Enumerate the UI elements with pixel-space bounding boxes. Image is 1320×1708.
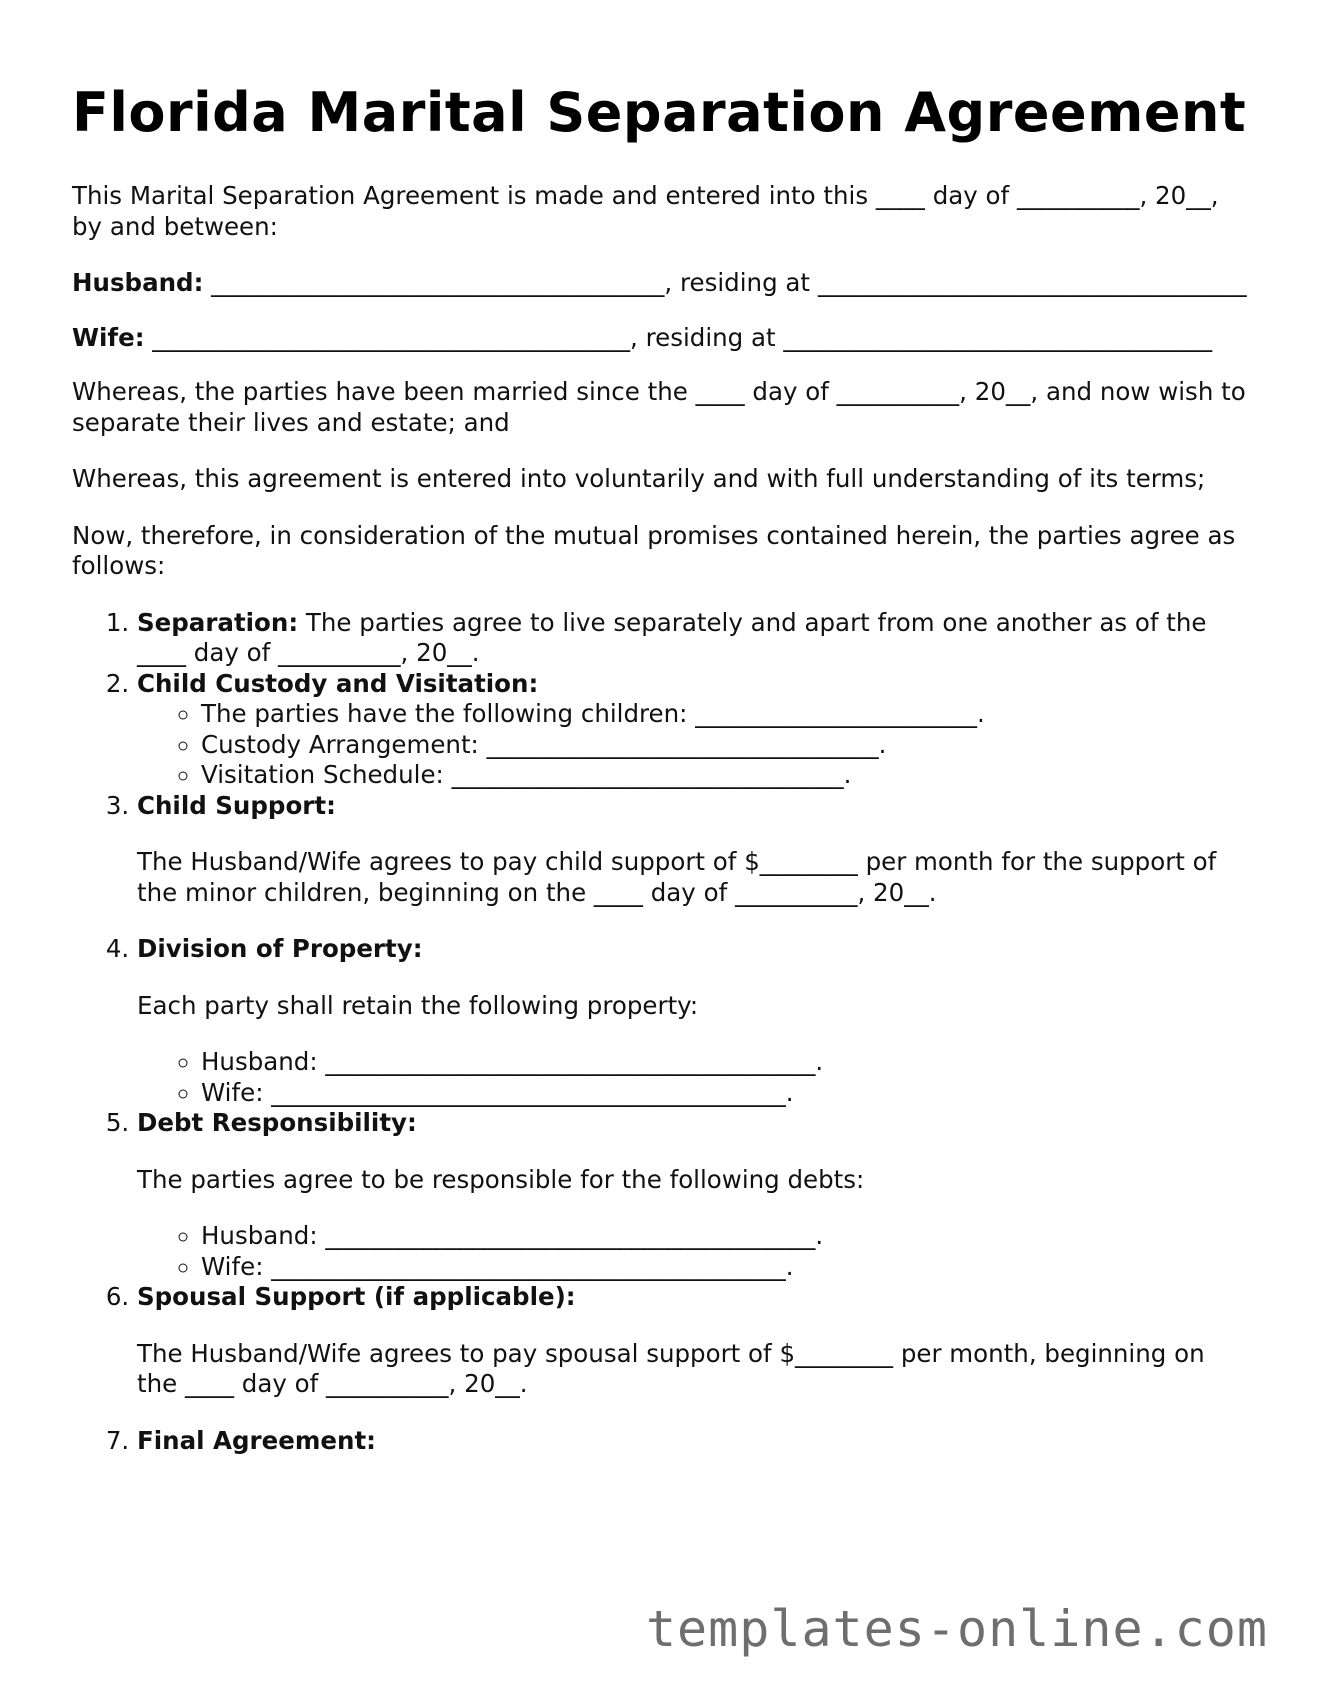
- term-custody-label: Child Custody and Visitation:: [137, 668, 539, 698]
- term-final-agreement: [137, 1426, 1252, 1457]
- property-sublist: [137, 1047, 1252, 1108]
- debt-text: The parties agree to be responsible for the following debts:: [137, 1164, 865, 1194]
- term-custody: [137, 669, 1252, 791]
- term-debt-label: Debt Responsibility:: [137, 1108, 417, 1138]
- custody-arrangement: ◦ Custody Arrangement: ________________________________.: [201, 730, 1252, 761]
- custody-sublist: [137, 699, 1252, 791]
- wife-text: _______________________________________, residing at ___________________________________: [144, 322, 1213, 352]
- term-separation: [137, 608, 1252, 669]
- intro-paragraph: This Marital Separation Agreement is made and entered into this ____ day of __________, 20__, by and between:: [72, 181, 1219, 241]
- term-child-support: [137, 791, 1252, 909]
- debt-husband: ◦ Husband: ________________________________________.: [201, 1221, 1252, 1252]
- property-wife: ◦ Wife: __________________________________________.: [201, 1078, 1252, 1109]
- visitation-schedule: ◦ Visitation Schedule: ________________________________.: [201, 760, 1252, 791]
- term-spousal-support-label: Spousal Support (if applicable):: [137, 1282, 576, 1312]
- term-property: [137, 934, 1252, 1108]
- document-title: Florida Marital Separation Agreement: [72, 81, 1247, 144]
- whereas-married-paragraph: Whereas, the parties have been married since the ____ day of __________, 20__, and now wish to separate their lives and estate; and: [72, 377, 1246, 437]
- custody-children: ◦ The parties have the following children: _______________________.: [201, 699, 1252, 730]
- wife-label: Wife:: [72, 322, 145, 352]
- spousal-support-text: The Husband/Wife agrees to pay spousal support of $________ per month, beginning on the ____ day of __________, 20__.: [137, 1338, 1205, 1399]
- term-spousal-support: [137, 1282, 1252, 1400]
- term-separation-text: The parties agree to live separately and apart from one another as of the ____ day of __________, 20__.: [137, 607, 1207, 668]
- term-final-agreement-label: Final Agreement:: [137, 1425, 376, 1455]
- document-page: [72, 82, 1252, 1456]
- term-debt: [137, 1108, 1252, 1282]
- watermark: templates-online.com: [645, 1600, 1268, 1658]
- term-separation-label: Separation:: [137, 607, 299, 637]
- debt-sublist: [137, 1221, 1252, 1282]
- whereas-voluntary-paragraph: Whereas, this agreement is entered into voluntarily and with full understanding of its terms;: [72, 464, 1206, 494]
- property-husband: ◦ Husband: ________________________________________.: [201, 1047, 1252, 1078]
- now-therefore-paragraph: Now, therefore, in consideration of the mutual promises contained herein, the parties agree as follows:: [72, 520, 1236, 581]
- term-property-label: Division of Property:: [137, 934, 423, 964]
- agreement-terms-list: [72, 608, 1252, 1457]
- husband-label: Husband:: [72, 268, 204, 298]
- husband-line: [72, 268, 1252, 299]
- husband-text: _____________________________________, residing at ___________________________________: [203, 268, 1247, 298]
- wife-line: [72, 323, 1252, 354]
- property-text: Each party shall retain the following property:: [137, 990, 699, 1020]
- term-child-support-label: Child Support:: [137, 790, 336, 820]
- debt-wife: ◦ Wife: __________________________________________.: [201, 1252, 1252, 1283]
- child-support-text: The Husband/Wife agrees to pay child support of $________ per month for the support of the minor children, beginning on the ____ day of __________, 20__.: [137, 847, 1217, 907]
